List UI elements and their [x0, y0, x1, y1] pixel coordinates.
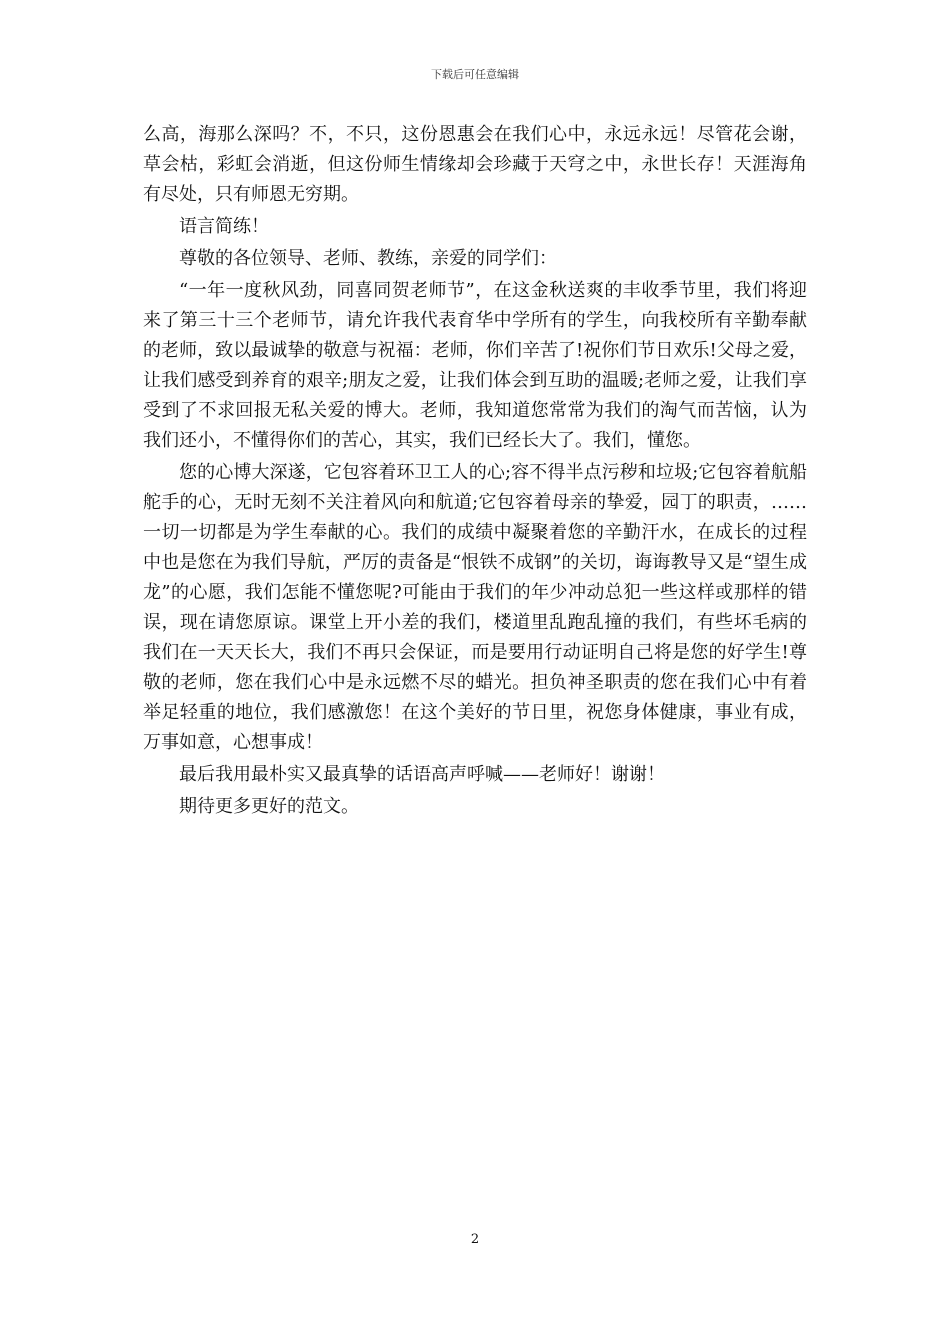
paragraph-closing: 最后我用最朴实又最真挚的话语高声呼喊——老师好！谢谢！	[179, 764, 665, 785]
paragraph-note: 语言简练！	[179, 216, 269, 237]
paragraph-body: 您的心博大深遂，它包容着环卫工人的心;容不得半点污秽和垃圾;它包容着航船舵手的心，无时无刻不关注着风向和航道;它包容着母亲的挚爱，园丁的职责，……一切一切都是为学生奉献的心。我们的成绩中凝聚着您的辛勤汗水，在成长的过程中也是您在为我们导航，严厉的责备是“恨铁不成钢”的关切，诲诲教导又是“望生成龙”的心愿，我们怎能不懂您呢?可能由于我们的年少冲动总犯一些这样或那样的错误，现在请您原谅。课堂上开小差的我们，楼道里乱跑乱撞的我们，有些坏毛病的我们在一天天长大，我们不再只会保证，而是要用行动证明自己将是您的好学生!尊敬的老师，您在我们心中是永远燃不尽的蜡光。担负神圣职责的您在我们心中有着举足轻重的地位，我们感激您！在这个美好的节日里，祝您身体健康，事业有成，万事如意，心想事成！	[143, 462, 807, 753]
document-body	[143, 120, 807, 822]
paragraph-body: “一年一度秋风劲，同喜同贺老师节”，在这金秋送爽的丰收季节里，我们将迎来了第三十三个老师节，请允许我代表育华中学所有的学生，向我校所有辛勤奉献的老师，致以最诚挚的敬意与祝福：老师，你们辛苦了!祝你们节日欢乐!父母之爱，让我们感受到养育的艰辛;朋友之爱，让我们体会到互助的温暖;老师之爱，让我们享受到了不求回报无私关爱的博大。老师，我知道您常常为我们的淘气而苦恼，认为我们还小，不懂得你们的苦心，其实，我们已经长大了。我们，懂您。	[143, 280, 807, 451]
paragraph-continued: 么高，海那么深吗？不，不只，这份恩惠会在我们心中，永远永远！尽管花会谢，草会枯，彩虹会消逝，但这份师生情缘却会珍藏于天穹之中，永世长存！天涯海角有尽处，只有师恩无穷期。	[143, 124, 807, 205]
paragraph-end-note: 期待更多更好的范文。	[179, 796, 359, 817]
page-number: 2	[470, 1232, 480, 1247]
paragraph-salutation: 尊敬的各位领导、老师、教练，亲爱的同学们：	[179, 248, 557, 269]
page-header: 下载后可任意编辑	[431, 68, 519, 81]
